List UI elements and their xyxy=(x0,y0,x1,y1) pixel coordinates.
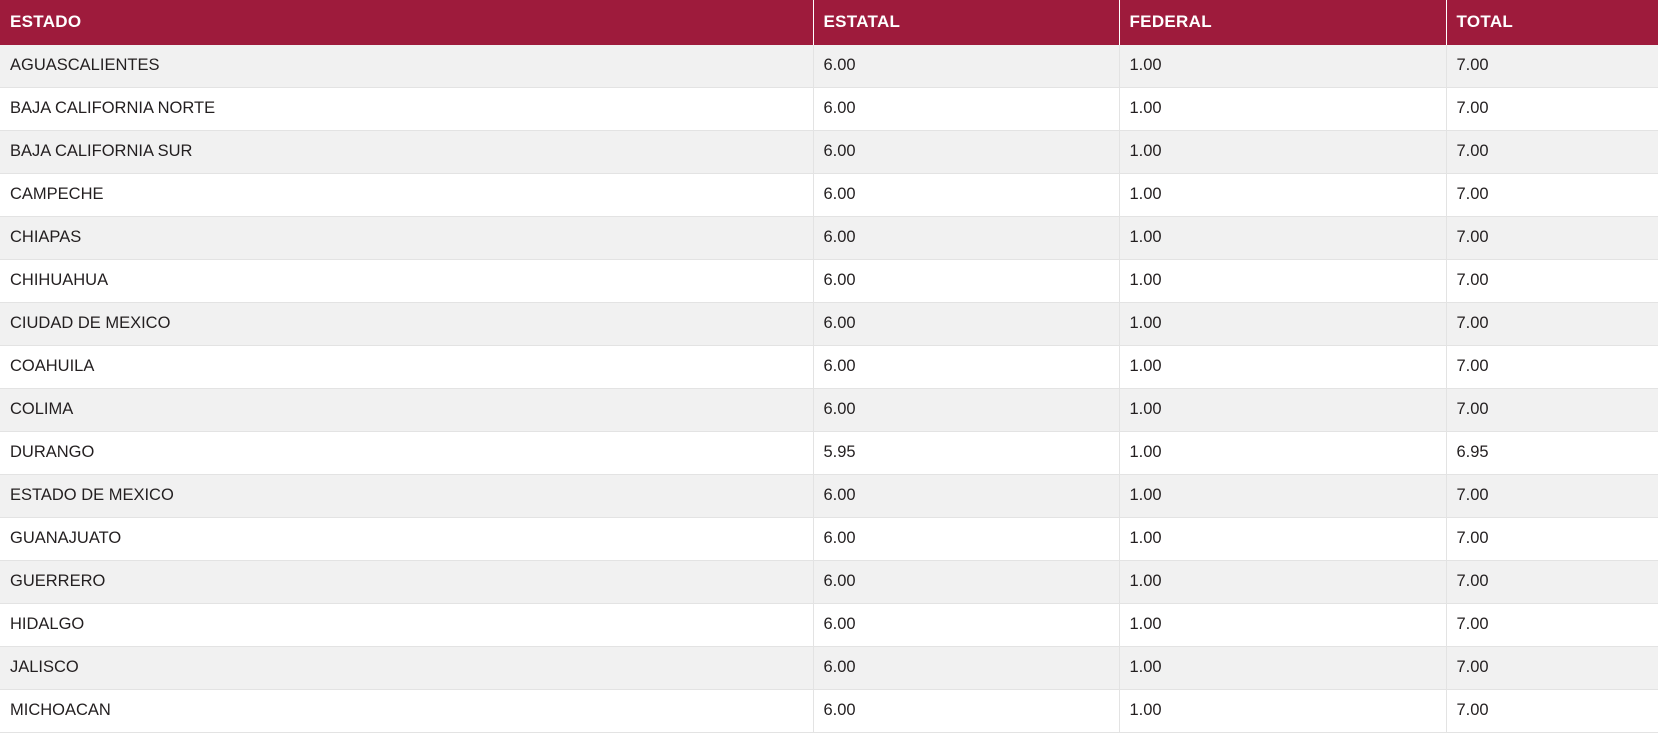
column-header-total[interactable]: TOTAL xyxy=(1446,0,1658,45)
table-row xyxy=(0,346,1658,389)
cell-federal: 1.00 xyxy=(1119,432,1446,475)
table-body xyxy=(0,45,1658,733)
cell-federal: 1.00 xyxy=(1119,561,1446,604)
cell-total: 7.00 xyxy=(1446,303,1658,346)
cell-estado: JALISCO xyxy=(0,647,813,690)
cell-estatal: 6.00 xyxy=(813,604,1119,647)
cell-total: 7.00 xyxy=(1446,346,1658,389)
cell-total: 6.95 xyxy=(1446,432,1658,475)
cell-estatal: 6.00 xyxy=(813,260,1119,303)
cell-federal: 1.00 xyxy=(1119,604,1446,647)
cell-estatal: 6.00 xyxy=(813,389,1119,432)
cell-federal: 1.00 xyxy=(1119,475,1446,518)
cell-total: 7.00 xyxy=(1446,131,1658,174)
cell-estado: GUERRERO xyxy=(0,561,813,604)
cell-estado: COLIMA xyxy=(0,389,813,432)
cell-federal: 1.00 xyxy=(1119,518,1446,561)
table-row xyxy=(0,475,1658,518)
cell-total: 7.00 xyxy=(1446,561,1658,604)
table-row xyxy=(0,131,1658,174)
table-header xyxy=(0,0,1658,45)
table-row xyxy=(0,389,1658,432)
cell-federal: 1.00 xyxy=(1119,303,1446,346)
cell-federal: 1.00 xyxy=(1119,217,1446,260)
cell-federal: 1.00 xyxy=(1119,389,1446,432)
cell-estado: CAMPECHE xyxy=(0,174,813,217)
table-row xyxy=(0,432,1658,475)
cell-estatal: 6.00 xyxy=(813,217,1119,260)
cell-estatal: 6.00 xyxy=(813,475,1119,518)
column-header-estatal[interactable]: ESTATAL xyxy=(813,0,1119,45)
cell-federal: 1.00 xyxy=(1119,690,1446,733)
cell-federal: 1.00 xyxy=(1119,174,1446,217)
cell-estado: DURANGO xyxy=(0,432,813,475)
table-row xyxy=(0,88,1658,131)
cell-estatal: 6.00 xyxy=(813,131,1119,174)
cell-federal: 1.00 xyxy=(1119,131,1446,174)
cell-total: 7.00 xyxy=(1446,260,1658,303)
cell-total: 7.00 xyxy=(1446,217,1658,260)
table-row xyxy=(0,518,1658,561)
cell-estatal: 6.00 xyxy=(813,303,1119,346)
table-row xyxy=(0,174,1658,217)
cell-estado: COAHUILA xyxy=(0,346,813,389)
cell-estado: AGUASCALIENTES xyxy=(0,45,813,88)
cell-total: 7.00 xyxy=(1446,45,1658,88)
column-header-federal[interactable]: FEDERAL xyxy=(1119,0,1446,45)
table-row xyxy=(0,561,1658,604)
table-row xyxy=(0,690,1658,733)
table-row xyxy=(0,604,1658,647)
cell-estado: GUANAJUATO xyxy=(0,518,813,561)
table-row xyxy=(0,217,1658,260)
cell-estatal: 5.95 xyxy=(813,432,1119,475)
table-row xyxy=(0,260,1658,303)
cell-estatal: 6.00 xyxy=(813,346,1119,389)
cell-estatal: 6.00 xyxy=(813,88,1119,131)
cell-estado: HIDALGO xyxy=(0,604,813,647)
cell-total: 7.00 xyxy=(1446,389,1658,432)
cell-total: 7.00 xyxy=(1446,475,1658,518)
table-header-row xyxy=(0,0,1658,45)
cell-estatal: 6.00 xyxy=(813,561,1119,604)
cell-estatal: 6.00 xyxy=(813,45,1119,88)
cell-estado: CHIHUAHUA xyxy=(0,260,813,303)
cell-federal: 1.00 xyxy=(1119,346,1446,389)
cell-estatal: 6.00 xyxy=(813,518,1119,561)
cell-federal: 1.00 xyxy=(1119,647,1446,690)
cell-total: 7.00 xyxy=(1446,174,1658,217)
table-row xyxy=(0,303,1658,346)
cell-estado: MICHOACAN xyxy=(0,690,813,733)
cell-estado: CIUDAD DE MEXICO xyxy=(0,303,813,346)
cell-total: 7.00 xyxy=(1446,518,1658,561)
cell-estado: CHIAPAS xyxy=(0,217,813,260)
cell-federal: 1.00 xyxy=(1119,88,1446,131)
cell-estado: BAJA CALIFORNIA SUR xyxy=(0,131,813,174)
table-row xyxy=(0,647,1658,690)
cell-estatal: 6.00 xyxy=(813,690,1119,733)
cell-estatal: 6.00 xyxy=(813,647,1119,690)
column-header-estado[interactable]: ESTADO xyxy=(0,0,813,45)
cell-total: 7.00 xyxy=(1446,690,1658,733)
cell-total: 7.00 xyxy=(1446,88,1658,131)
cell-estatal: 6.00 xyxy=(813,174,1119,217)
cell-estado: ESTADO DE MEXICO xyxy=(0,475,813,518)
cell-federal: 1.00 xyxy=(1119,45,1446,88)
cell-estado: BAJA CALIFORNIA NORTE xyxy=(0,88,813,131)
cell-total: 7.00 xyxy=(1446,604,1658,647)
cell-federal: 1.00 xyxy=(1119,260,1446,303)
table-row xyxy=(0,45,1658,88)
cell-total: 7.00 xyxy=(1446,647,1658,690)
